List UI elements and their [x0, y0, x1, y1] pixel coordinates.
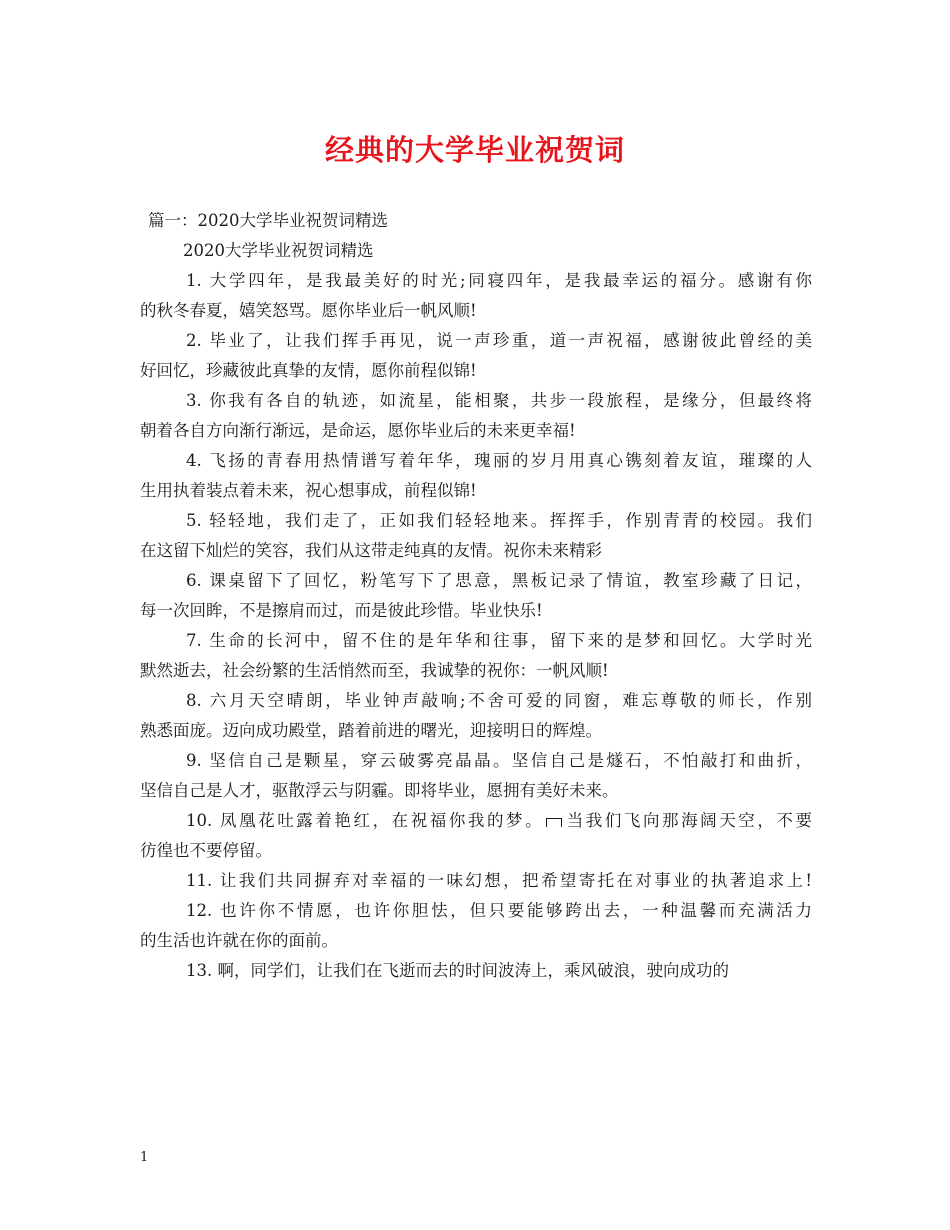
wish-list — [140, 266, 812, 986]
list-item-line: 9. 坚信自己是颗星，穿云破雾亮晶晶。坚信自己是燧石，不怕敲打和曲折， — [186, 751, 812, 770]
list-item-continuation: 熟悉面庞。迈向成功殿堂，踏着前进的曙光，迎接明日的辉煌。 — [140, 721, 602, 740]
list-item-continuation: 每一次回眸，不是擦肩而过，而是彼此珍惜。毕业快乐! — [140, 601, 543, 620]
list-item-line: 1. 大学四年，是我最美好的时光;同寝四年，是我最幸运的福分。感谢有你 — [186, 271, 812, 290]
list-item-continuation: 坚信自己是人才，驱散浮云与阴霾。即将毕业，愿拥有美好未来。 — [140, 781, 619, 800]
list-item-continuation: 在这留下灿烂的笑容，我们从这带走纯真的友情。祝你未来精彩 — [140, 541, 602, 560]
line-text-after: 当我们飞向那海阔天空，不要 — [564, 811, 812, 830]
section-heading: 篇一：2020大学毕业祝贺词精选 — [148, 211, 388, 230]
subheading: 2020大学毕业祝贺词精选 — [183, 241, 374, 260]
list-item-line: 6. 课桌留下了回忆，粉笔写下了思意，黑板记录了情谊，教室珍藏了日记， — [186, 571, 812, 590]
list-item-continuation: 默然逝去，社会纷繁的生活悄然而至，我诚挚的祝你：一帆风顺! — [140, 661, 609, 680]
list-item-continuation: 好回忆，珍藏彼此真挚的友情，愿你前程似锦! — [140, 361, 477, 380]
list-item-line: 7. 生命的长河中，留不住的是年华和往事，留下来的是梦和回忆。大学时光 — [186, 631, 812, 650]
list-item-line: 11. 让我们共同摒弃对幸福的一味幻想，把希望寄托在对事业的执著追求上! — [186, 871, 812, 890]
page-number: 1 — [140, 1150, 149, 1165]
list-item-line: 2. 毕业了，让我们挥手再见，说一声珍重，道一声祝福，感谢彼此曾经的美 — [186, 331, 812, 350]
list-item-line: 12. 也许你不情愿，也许你胆怯，但只要能够跨出去，一种温馨而充满活力 — [186, 901, 812, 920]
document-title: 经典的大学毕业祝贺词 — [324, 133, 625, 167]
document-body — [140, 206, 812, 986]
list-item-line: 13. 啊，同学们，让我们在飞逝而去的时间波涛上，乘风破浪，驶向成功的 — [186, 961, 729, 980]
list-item-continuation: 彷徨也不要停留。 — [140, 841, 272, 860]
list-item-continuation: 生用执着装点着未来，祝心想事成，前程似锦! — [140, 481, 477, 500]
list-item-continuation: 的生活也许就在你的面前。 — [140, 931, 338, 950]
list-item-continuation: 的秋冬春夏，嬉笑怒骂。愿你毕业后一帆风顺! — [140, 301, 477, 320]
list-item-line — [140, 806, 812, 836]
list-item-line: 5. 轻轻地，我们走了，正如我们轻轻地来。挥挥手，作别青青的校园。我们 — [186, 511, 812, 530]
line-text-before: 10. 凤凰花吐露着艳红，在祝福你我的梦。 — [186, 811, 545, 830]
list-item-line: 3. 你我有各自的轨迹，如流星，能相聚，共步一段旅程，是缘分，但最终将 — [186, 391, 812, 410]
list-item-line: 4. 飞扬的青春用热情谱写着年华，瑰丽的岁月用真心镌刻着友谊，璀璨的人 — [186, 451, 812, 470]
list-item-continuation: 朝着各自方向渐行渐远，是命运，愿你毕业后的未来更幸福! — [140, 421, 576, 440]
list-item-line: 8. 六月天空晴朗，毕业钟声敲响;不舍可爱的同窗，难忘尊敬的师长，作别 — [186, 691, 812, 710]
bracket-glyph-icon — [546, 818, 562, 827]
